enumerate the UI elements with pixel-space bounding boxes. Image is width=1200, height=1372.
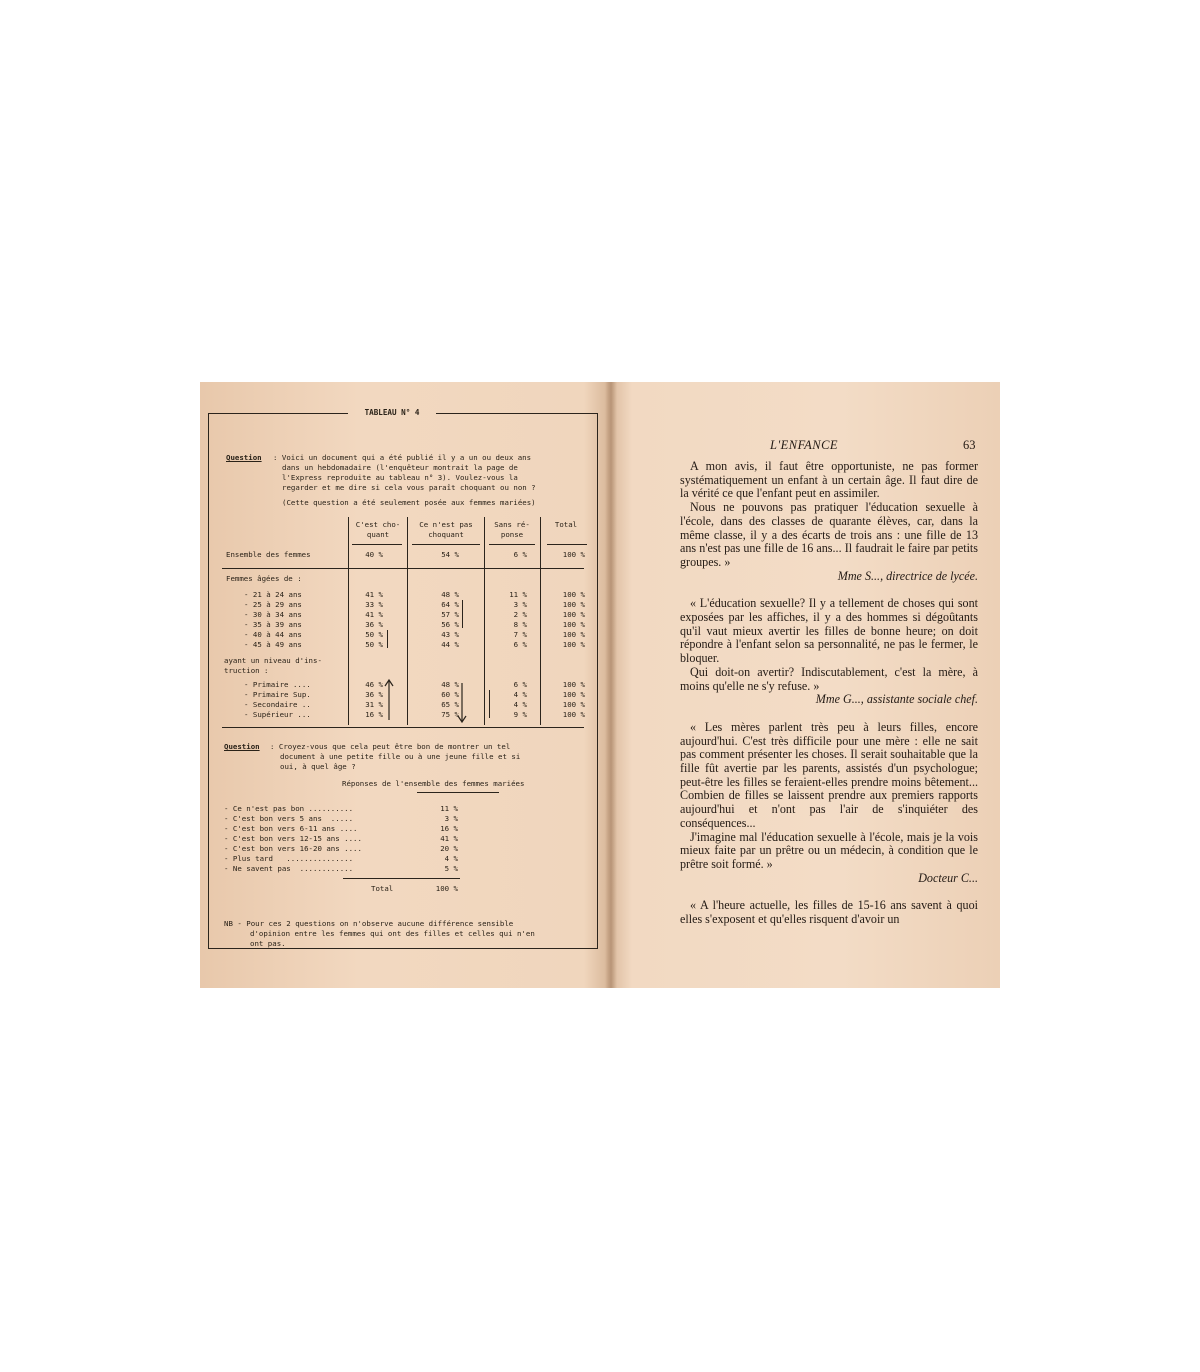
nb-line: NB - Pour ces 2 questions on n'observe aucune différence sensible: [224, 919, 514, 928]
paragraph-gap: [680, 707, 978, 721]
paragraph: « A l'heure actuelle, les filles de 15-16 ans savent à quoi elles s'exposent et qu'elles risquent d'avoir un: [680, 898, 978, 927]
body-text: [680, 460, 978, 927]
cell: 54 %: [441, 550, 459, 559]
nb-line: ont pas.: [250, 939, 286, 948]
row-label: - Primaire ....: [244, 680, 311, 689]
table-title: TABLEAU N° 4: [364, 408, 420, 417]
row-label: - 45 à 49 ans: [244, 640, 302, 649]
row-label: - 40 à 44 ans: [244, 630, 302, 639]
paragraph: J'imagine mal l'éducation sexuelle à l'école, mais je la vois mieux faite par un prêtre ou un médecin, à condition que le prêtre soit formé. »: [680, 829, 978, 871]
row-label-ensemble: Ensemble des femmes: [226, 550, 311, 559]
book-spread: [200, 382, 1000, 988]
signature: Docteur C...: [918, 870, 978, 885]
paragraph-gap: [680, 583, 978, 597]
row-label: - 25 à 29 ans: [244, 600, 302, 609]
hand-mark: [489, 690, 490, 718]
age-heading: Femmes âgées de :: [226, 574, 302, 583]
running-head-title: L'ENFANCE: [770, 438, 839, 452]
row-label: - C'est bon vers 5 ans .....: [224, 814, 354, 823]
question2-line: document à une petite fille ou à une jeune fille et si: [280, 752, 521, 761]
hand-mark: [387, 630, 388, 648]
instruction-heading: ayant un niveau d'ins- truction :: [224, 656, 322, 676]
signature: Mme G..., assistante sociale chef.: [815, 692, 978, 707]
running-header: [618, 439, 1000, 455]
row-label: - Ce n'est pas bon ..........: [224, 804, 354, 813]
nb-line: d'opinion entre les femmes qui ont des filles et celles qui n'en: [250, 929, 535, 938]
table2-heading: Réponses de l'ensemble des femmes mariées: [342, 779, 525, 788]
question2-line: : Croyez-vous que cela peut être bon de montrer un tel: [270, 742, 511, 751]
col-header-pas-choquant: Ce n'est pas choquant: [419, 520, 473, 540]
row-label: - 30 à 34 ans: [244, 610, 302, 619]
row-label: - 35 à 39 ans: [244, 620, 302, 629]
col-header-total: Total: [554, 520, 578, 529]
left-page: TABLEAU N° 4 Question : Voici un document qui a été publié il y a un ou deux ans dans un hebdomadaire (l'enquêteur montrait la page de l'Express reproduite au tableau n° 3). Voulez-vous la regarder et me dire si cela vous paraît choquant ou non ? (Cette question a été seulement posée aux femmes mariées) C'est cho- quant Ce n'est pas choquant Sans ré- ponse Total Ensemble des femmes 40 % 54 % 6 % 100 % Femmes âgées de : - 21 à 24 ans 41 % 48 % 11 % 100 % - 25 à 29 ans 33 % 64 % 3 % 100 % - 30 à 34 ans 41 % 57 % 2 % 100 % - 35 à 39 ans 36 % 56 % 8 % 100 % - 40 à 44 ans 50 % 43 % 7 % 100 % - 45 à 49 ans 50 % 44 % 6 % 100 % ayant un niveau d'ins- truction : - Primaire .... 46 % 48 % 6 % 100 % - Primaire Sup. 36 % 60 % 4 % 100 % - Secondaire .. 31 % 65 % 4 % 100 % - Supérieur ... 16 % 75 % 9 % 100 % Question : Croyez-vous que cela peut être bon de montrer un tel document à une petite fille ou à une jeune fille et si oui, à quel âge ? Réponses de l'ensemble des femmes mariées - Ce n'est pas bon .......... 11 % - C'est bon vers 5 ans ..... 3 % - C'est bon vers 6-11 ans .... 16 % - C'est bon vers 12-15 ans .... 41 % - C'est bon vers 16-20 ans .... 20 % - Plus tard ............... 4 % - Ne savent pas ............ 5 % Total 100 % NB - Pour ces 2 questions on n'observe aucune différence sensible d'opinion entre les femmes qui ont des filles et celles qui n'en ont pas.: [200, 382, 610, 988]
row-label: - Plus tard ...............: [224, 854, 354, 863]
right-page: [618, 382, 1000, 988]
paragraph: Qui doit-on avertir? Indiscutablement, c'est la mère, à moins qu'elle ne s'y refuse. »: [680, 664, 978, 693]
table2-total-label: Total: [371, 884, 394, 893]
paragraph: « L'éducation sexuelle? Il y a tellement de choses qui sont exposées par les affiches, il y a des hommes si dégoûtants qu'il vaut mieux avertir les filles de bonne heure; on doit répondre à l'enfant selon sa personnalité, ne pas le fermer, le bloquer.: [680, 596, 978, 666]
row-label: - Secondaire ..: [244, 700, 311, 709]
cell: 40 %: [365, 550, 383, 559]
question1-line: regarder et me dire si cela vous paraît choquant ou non ?: [282, 483, 536, 492]
row-label: - Ne savent pas ............: [224, 864, 354, 873]
question1-line: : Voici un document qui a été publié il y a un ou deux ans: [273, 453, 532, 462]
row-label: - 21 à 24 ans: [244, 590, 302, 599]
paragraph: Nous ne pouvons pas pratiquer l'éducation sexuelle à l'école, dans des classes de quarante élèves, car, dans la même classe, il y a des écarts de trois ans : une fille de 13 ans n'est pas une fille de 16 ans... Il faudrait le faire par petits groupes. »: [680, 500, 978, 569]
hand-mark: [462, 600, 463, 628]
col-header-sans-reponse: Sans ré- ponse: [494, 520, 530, 540]
page-number: 63: [963, 438, 976, 452]
paragraph: A mon avis, il faut être opportuniste, ne pas former systématiquement un enfant à un certain âge. Il faut dire de la vérité ce que l'enfant peut en assimiler.: [680, 459, 978, 501]
cell: 6 %: [513, 550, 527, 559]
paragraph: « Les mères parlent très peu à leurs filles, encore aujourd'hui. C'est très difficile pour une mère : elle ne sait pas comment présenter les choses. Il serait souhaitable que la fille fût avertie par les parents, assistés d'un psychologue; peut-être les filles se feraient-elles prendre moins bêtement... Combien de filles se laissent prendre aux premiers rapports aujourd'hui et n'ont pas l'air de s'inquiéter des conséquences...: [680, 719, 978, 830]
paragraph-gap: [680, 885, 978, 899]
table2-total-value: 100 %: [435, 884, 458, 893]
row-label: - C'est bon vers 12-15 ans ....: [224, 834, 362, 843]
cell: 100 %: [562, 550, 585, 559]
question2-line: oui, à quel âge ?: [280, 762, 356, 771]
question1-line: l'Express reproduite au tableau n° 3). Voulez-vous la: [282, 473, 518, 482]
question2-label: Question: [224, 742, 260, 751]
arrow-up-icon: [383, 678, 395, 722]
row-label: - Primaire Sup.: [244, 690, 311, 699]
question1-line: dans un hebdomadaire (l'enquêteur montrait la page de: [282, 463, 518, 472]
arrow-down-icon: [456, 682, 468, 724]
signature: Mme S..., directrice de lycée.: [837, 568, 978, 583]
question1-label: Question: [226, 453, 262, 462]
col-header-choquant: C'est cho- quant: [355, 520, 401, 540]
row-label: - C'est bon vers 6-11 ans ....: [224, 824, 358, 833]
row-label: - C'est bon vers 16-20 ans ....: [224, 844, 362, 853]
row-label: - Supérieur ...: [244, 710, 311, 719]
question1-note: (Cette question a été seulement posée aux femmes mariées): [282, 498, 536, 507]
